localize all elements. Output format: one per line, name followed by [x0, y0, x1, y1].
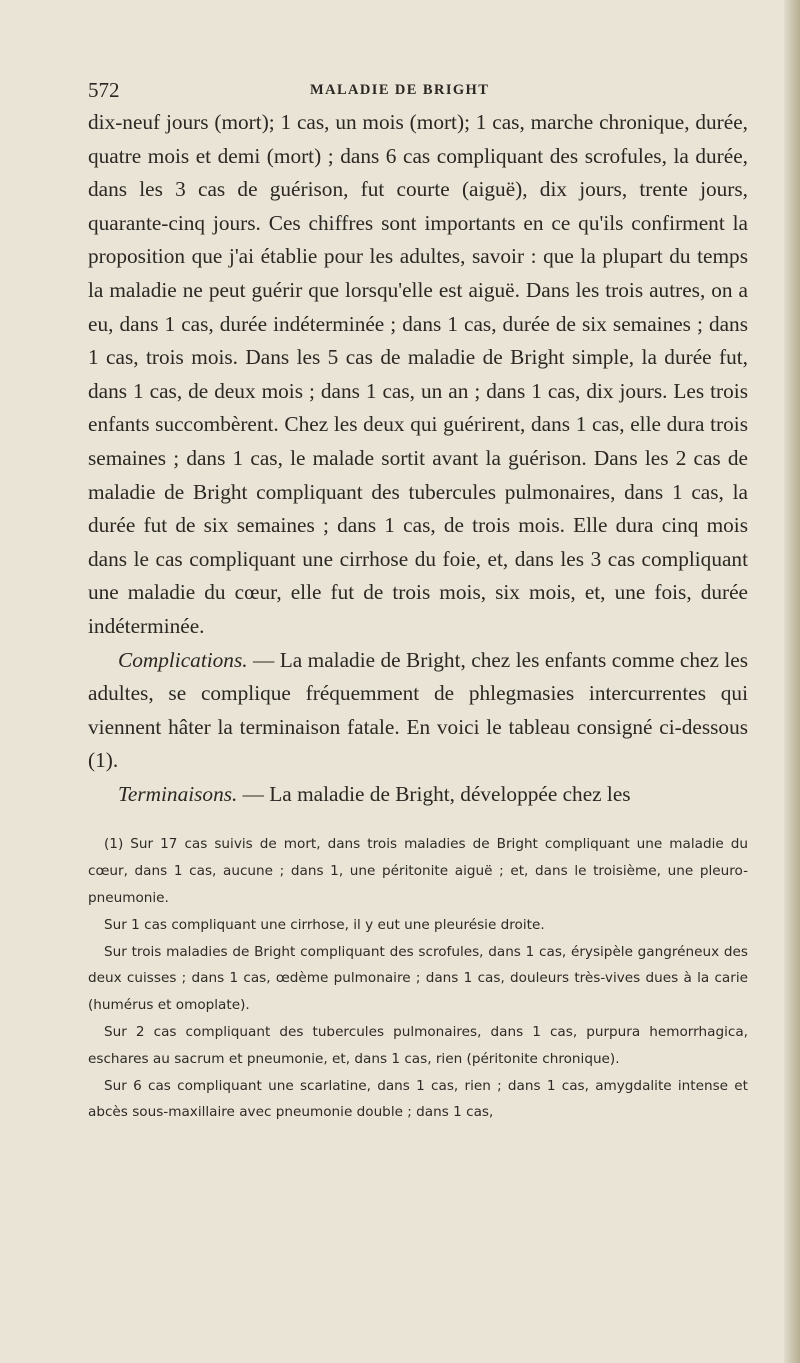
footnote-2: [88, 912, 748, 939]
footnote-1-text: (1) Sur 17 cas suivis de mort, dans trois maladies de Bright compliquant une maladie du cœur, dans 1 cas, aucune ; dans 1, une péritonite aiguë ; et, dans le troisième, une pleuro-pneumonie.: [88, 836, 748, 907]
page-number: 572: [88, 78, 120, 102]
footnote-4: [88, 1019, 748, 1073]
paragraph-terminaisons: [88, 778, 748, 812]
running-title: MALADIE DE BRIGHT: [310, 82, 490, 98]
footnote-1: [88, 831, 748, 911]
footnote-5-text: Sur 6 cas compliquant une scarlatine, dans 1 cas, rien ; dans 1 cas, amygdalite intense et abcès sous-maxillaire avec pneumonie double ; dans 1 cas,: [88, 1077, 748, 1121]
paragraph-complications: [88, 644, 748, 778]
book-page: [88, 78, 748, 1126]
footnotes: [88, 831, 748, 1126]
footnote-3: [88, 939, 748, 1019]
complications-text: — La maladie de Bright, chez les enfants comme chez les adultes, se complique fréquemment de phlegmasies intercurrentes qui viennent hâter la terminaison fatale. En voici le tableau consigné ci-dessous (1).: [88, 647, 748, 773]
footnote-2-text: Sur 1 cas compliquant une cirrhose, il y eut une pleurésie droite.: [104, 916, 545, 933]
paragraph-durations: dix-neuf jours (mort); 1 cas, un mois (mort); 1 cas, marche chronique, durée, quatre mois et demi (mort) ; dans 6 cas compliquant des scrofules, la durée, dans les 3 cas de guérison, fut courte (aiguë), dix jours, trente jours, quarante-cinq jours. Ces chiffres sont importants en ce qu'ils confirment la proposition que j'ai établie pour les adultes, savoir : que la plupart du temps la maladie ne peut guérir que lorsqu'elle est aiguë. Dans les trois autres, on a eu, dans 1 cas, durée indéterminée ; dans 1 cas, durée de six semaines ; dans 1 cas, trois mois. Dans les 5 cas de maladie de Bright simple, la durée fut, dans 1 cas, de deux mois ; dans 1 cas, un an ; dans 1 cas, dix jours. Les trois enfants succombèrent. Chez les deux qui guérirent, dans 1 cas, elle dura trois semaines ; dans 1 cas, le malade sortit avant la guérison. Dans les 2 cas de maladie de Bright compliquant des tubercules pulmonaires, dans 1 cas, la durée fut de six semaines ; dans 1 cas, de trois mois. Elle dura cinq mois dans le cas compliquant une cirrhose du foie, et, dans les 3 cas compliquant une maladie du cœur, elle fut de trois mois, six mois, et, une fois, durée indéterminée.: [88, 110, 748, 638]
terminaisons-text: — La maladie de Bright, développée chez les: [237, 781, 631, 806]
footnote-4-text: Sur 2 cas compliquant des tubercules pulmonaires, dans 1 cas, purpura hemorrhagica, eschares au sacrum et pneumonie, et, dans 1 cas, rien (péritonite chronique).: [88, 1024, 748, 1067]
page-edge: [784, 0, 800, 1363]
body-text: [88, 106, 748, 811]
complications-title: Complications.: [118, 647, 248, 672]
running-head: [88, 78, 748, 104]
footnote-5: [88, 1073, 748, 1127]
footnote-3-text: Sur trois maladies de Bright compliquant des scrofules, dans 1 cas, érysipèle gangréneux des deux cuisses ; dans 1 cas, œdème pulmonaire ; dans 1 cas, douleurs très-vives dues à la carie (humérus et omoplate).: [88, 943, 748, 1014]
terminaisons-title: Terminaisons.: [118, 781, 238, 806]
